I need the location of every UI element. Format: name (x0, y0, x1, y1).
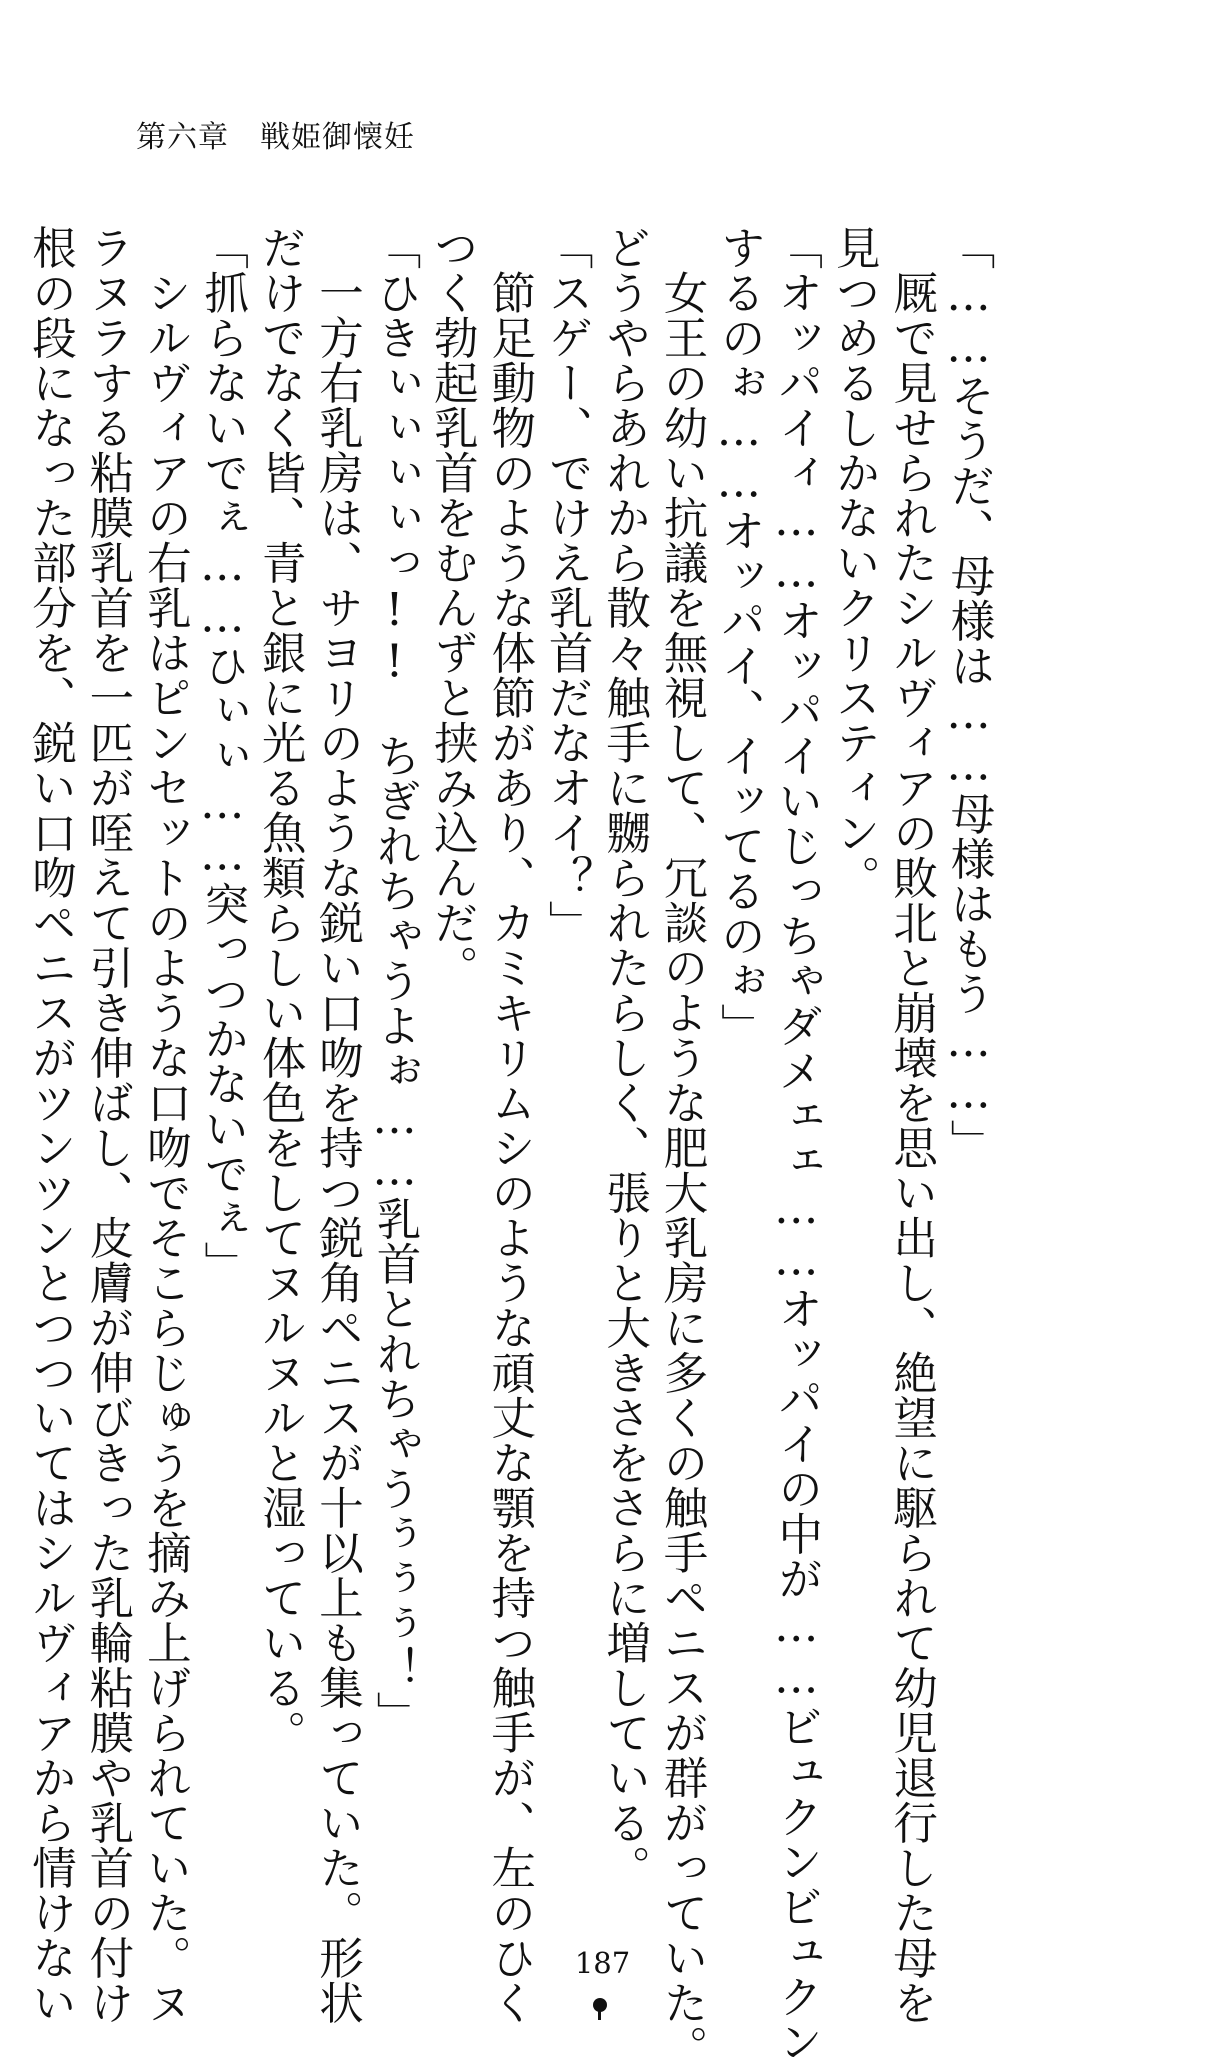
page-number: 187 (574, 1946, 631, 1980)
text-line: つく勃起乳首をむんずと挟み込んだ。 (426, 225, 478, 990)
text-line: 見つめるしかないクリスティン。 (828, 225, 880, 900)
text-line: だけでなく皆、青と銀に光る魚類らしい体色をしてヌルヌルと湿っている。 (254, 225, 306, 1755)
text-line: 「オッパイィ……オッパイいじっちゃダメェェ……オッパイの中が……ビュクンビュクン (770, 225, 822, 2064)
text-line: 一方右乳房は、サヨリのような鋭い口吻を持つ鋭角ペニスが十以上も集っていた。形状 (311, 225, 363, 2025)
text-line: 女王の幼い抗議を無視して、冗談のような肥大乳房に多くの触手ペニスが群がっていた。 (655, 225, 707, 2070)
text-line: シルヴィアの右乳はピンセットのような口吻でそこらじゅうを摘み上げられていた。ヌ (139, 225, 191, 2025)
text-line: 根の段になった部分を、鋭い口吻ペニスがツンツンとつついてはシルヴィアから情けない (24, 225, 76, 2025)
text-line: 厩で見せられたシルヴィアの敗北と崩壊を思い出し、絶望に駆られて幼児退行した母を (885, 225, 937, 2025)
text-line: 「ひきぃぃぃぃっ!! ちぎれちゃうよぉ……乳首とれちゃうぅぅぅ！」 (368, 225, 420, 1736)
text-line: どうやらあれから散々触手に嬲られたらしく、張りと大きさをさらに増している。 (598, 225, 650, 1890)
text-line: 「……そうだ、母様は……母様はもう……」 (943, 225, 994, 1164)
text-line: 「抓らないでぇ……ひぃぃ……突っつかないでぇ」 (196, 225, 248, 1286)
text-line: するのぉ……オッパイ、イッてるのぉ」 (713, 225, 765, 1048)
text-line: 節足動物のような体節があり、カミキリムシのような頑丈な顎を持つ触手が、左のひく (483, 225, 535, 2025)
text-line: ラヌラする粘膜乳首を一匹が咥えて引き伸ばし、皮膚が伸びきった乳輪粘膜や乳首の付け (81, 225, 133, 2025)
text-line: 「スゲー、でけえ乳首だなオイ？」 (541, 225, 593, 945)
page-marker-stem (598, 2010, 601, 2020)
running-head: 第六章 戦姫御懐妊 (136, 120, 415, 155)
